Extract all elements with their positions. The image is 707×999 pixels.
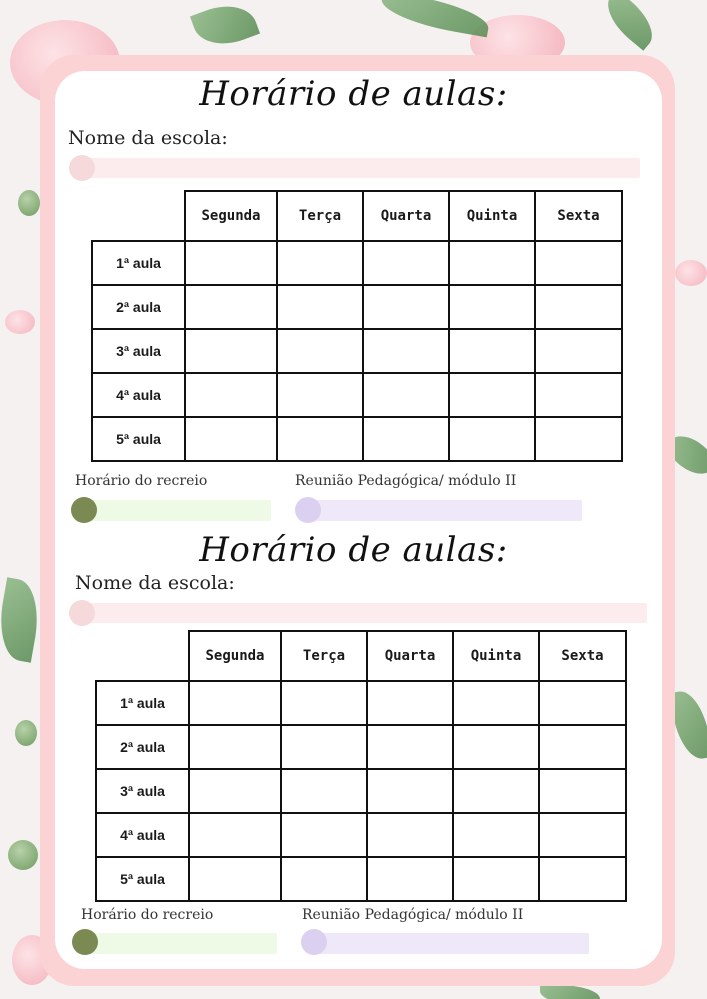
school-name-dot	[69, 600, 95, 626]
schedule-cell[interactable]	[185, 329, 277, 373]
reuniao-field[interactable]	[314, 933, 589, 954]
bud-decoration	[8, 840, 38, 870]
schedule-cell[interactable]	[539, 813, 626, 857]
schedule-cell[interactable]	[281, 769, 367, 813]
schedule-cell[interactable]	[535, 241, 622, 285]
rose-decoration	[5, 310, 35, 334]
table-row	[96, 813, 626, 857]
day-header: Segunda	[189, 631, 281, 681]
period-label: 3ª aula	[92, 329, 185, 373]
period-label: 5ª aula	[92, 417, 185, 461]
reuniao-label: Reunião Pedagógica/ módulo II	[295, 473, 517, 489]
table-header-row	[96, 631, 626, 681]
table-row	[96, 769, 626, 813]
schedule-cell[interactable]	[539, 857, 626, 901]
day-header: Quarta	[367, 631, 453, 681]
day-header: Sexta	[539, 631, 626, 681]
schedule-cell[interactable]	[363, 329, 449, 373]
school-name-field[interactable]	[82, 158, 640, 178]
schedule-cell[interactable]	[367, 857, 453, 901]
day-header: Terça	[281, 631, 367, 681]
schedule-table	[91, 190, 623, 462]
schedule-cell[interactable]	[277, 329, 363, 373]
bud-decoration	[15, 720, 37, 746]
schedule-cell[interactable]	[449, 417, 535, 461]
bud-decoration	[18, 190, 40, 216]
period-label: 1ª aula	[96, 681, 189, 725]
period-label: 3ª aula	[96, 769, 189, 813]
schedule-cell[interactable]	[453, 857, 539, 901]
day-header: Quarta	[363, 191, 449, 241]
period-label: 1ª aula	[92, 241, 185, 285]
schedule-cell[interactable]	[539, 725, 626, 769]
schedule-cell[interactable]	[281, 813, 367, 857]
schedule-cell[interactable]	[363, 241, 449, 285]
recreio-dot	[71, 497, 97, 523]
schedule-cell[interactable]	[367, 725, 453, 769]
leaf-decoration	[597, 0, 662, 51]
recreio-label: Horário do recreio	[81, 907, 214, 923]
schedule-cell[interactable]	[453, 681, 539, 725]
schedule-cell[interactable]	[535, 417, 622, 461]
schedule-cell[interactable]	[185, 417, 277, 461]
recreio-label: Horário do recreio	[75, 473, 208, 489]
table-row	[96, 857, 626, 901]
reuniao-dot	[301, 929, 327, 955]
rose-decoration	[675, 260, 707, 286]
table-row	[92, 241, 622, 285]
period-label: 4ª aula	[96, 813, 189, 857]
table-header-row	[92, 191, 622, 241]
schedule-cell[interactable]	[185, 373, 277, 417]
schedule-cell[interactable]	[189, 813, 281, 857]
schedule-cell[interactable]	[281, 857, 367, 901]
table-row	[92, 329, 622, 373]
schedule-cell[interactable]	[277, 241, 363, 285]
leaf-decoration	[0, 577, 45, 662]
school-name-field[interactable]	[82, 603, 647, 623]
table-corner	[92, 191, 185, 241]
school-name-label: Nome da escola:	[75, 572, 235, 594]
table-row	[92, 417, 622, 461]
period-label: 5ª aula	[96, 857, 189, 901]
schedule-cell[interactable]	[185, 241, 277, 285]
leaf-decoration	[190, 0, 260, 54]
schedule-cell[interactable]	[535, 285, 622, 329]
schedule-cell[interactable]	[277, 285, 363, 329]
schedule-cell[interactable]	[189, 681, 281, 725]
schedule-cell[interactable]	[185, 285, 277, 329]
recreio-dot	[72, 929, 98, 955]
schedule-cell[interactable]	[449, 373, 535, 417]
schedule-cell[interactable]	[539, 681, 626, 725]
schedule-cell[interactable]	[363, 373, 449, 417]
schedule-table	[95, 630, 627, 902]
schedule-cell[interactable]	[189, 725, 281, 769]
schedule-cell[interactable]	[363, 417, 449, 461]
table-corner	[96, 631, 189, 681]
table-row	[92, 373, 622, 417]
leaf-decoration	[540, 985, 600, 999]
schedule-cell[interactable]	[363, 285, 449, 329]
day-header: Segunda	[185, 191, 277, 241]
schedule-cell[interactable]	[367, 813, 453, 857]
schedule-cell[interactable]	[453, 725, 539, 769]
school-name-label: Nome da escola:	[68, 127, 228, 149]
schedule-cell[interactable]	[449, 329, 535, 373]
recreio-field[interactable]	[90, 933, 277, 954]
schedule-cell[interactable]	[449, 241, 535, 285]
schedule-cell[interactable]	[277, 373, 363, 417]
schedule-cell[interactable]	[277, 417, 363, 461]
schedule-cell[interactable]	[453, 769, 539, 813]
reuniao-dot	[295, 497, 321, 523]
day-header: Quinta	[453, 631, 539, 681]
section-title: Horário de aulas:	[199, 74, 508, 114]
period-label: 4ª aula	[92, 373, 185, 417]
schedule-cell[interactable]	[367, 769, 453, 813]
section-title: Horário de aulas:	[199, 530, 508, 570]
schedule-cell[interactable]	[189, 769, 281, 813]
schedule-cell[interactable]	[535, 329, 622, 373]
schedule-cell[interactable]	[539, 769, 626, 813]
schedule-cell[interactable]	[189, 857, 281, 901]
recreio-field[interactable]	[84, 500, 271, 521]
table-row	[92, 285, 622, 329]
period-label: 2ª aula	[96, 725, 189, 769]
schedule-cell[interactable]	[281, 681, 367, 725]
schedule-cell[interactable]	[535, 373, 622, 417]
table-row	[96, 681, 626, 725]
reuniao-field[interactable]	[308, 500, 582, 521]
schedule-cell[interactable]	[449, 285, 535, 329]
day-header: Sexta	[535, 191, 622, 241]
reuniao-label: Reunião Pedagógica/ módulo II	[302, 907, 524, 923]
table-row	[96, 725, 626, 769]
day-header: Terça	[277, 191, 363, 241]
day-header: Quinta	[449, 191, 535, 241]
period-label: 2ª aula	[92, 285, 185, 329]
school-name-dot	[69, 155, 95, 181]
schedule-cell[interactable]	[367, 681, 453, 725]
leaf-decoration	[378, 0, 491, 37]
schedule-cell[interactable]	[453, 813, 539, 857]
schedule-cell[interactable]	[281, 725, 367, 769]
